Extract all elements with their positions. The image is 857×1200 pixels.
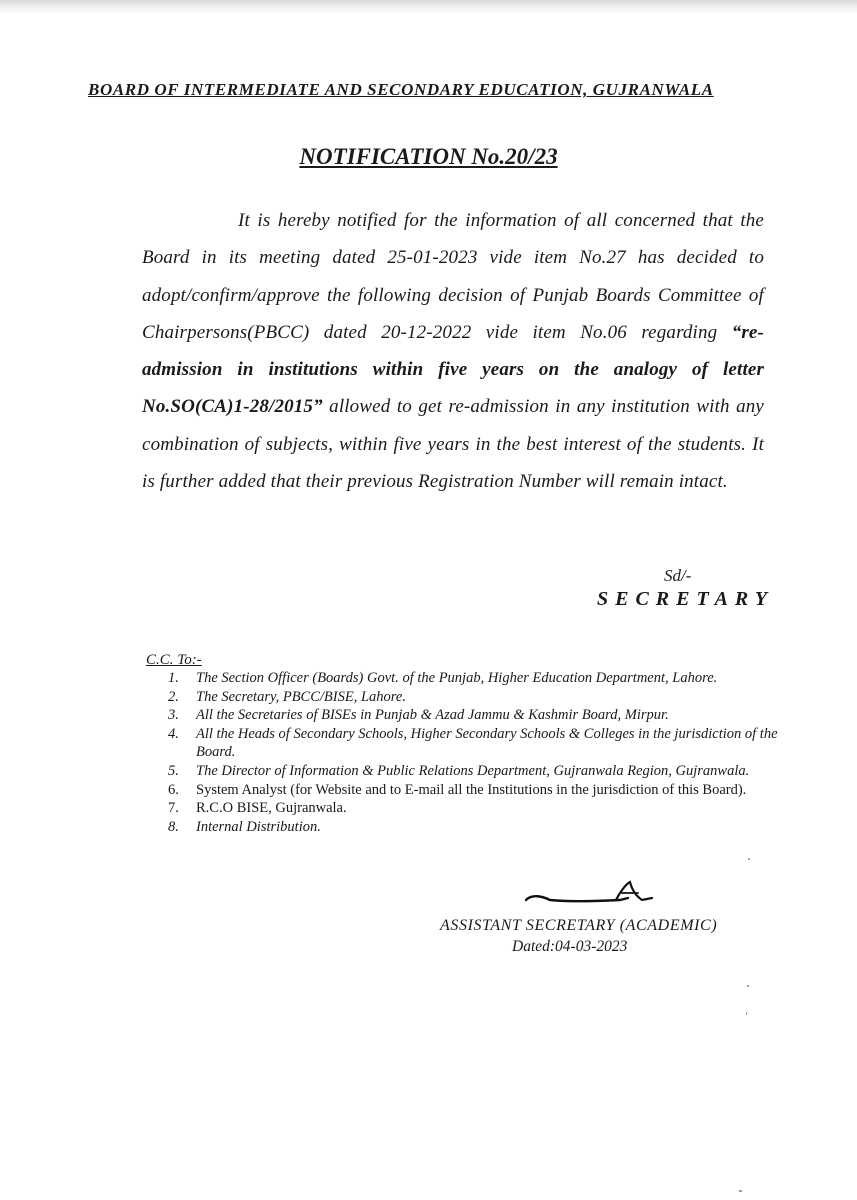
cc-item-text: All the Secretaries of BISEs in Punjab & Azad Jammu & Kashmir Board, Mirpur. bbox=[196, 707, 669, 724]
cc-item-number: 2. bbox=[168, 688, 179, 705]
cc-item bbox=[168, 762, 778, 781]
cc-item bbox=[168, 781, 778, 800]
cc-item-text: The Director of Information & Public Relations Department, Gujranwala Region, Gujranwala. bbox=[196, 762, 750, 779]
signed-mark: Sd/- bbox=[664, 566, 692, 585]
body-text-part2: allowed to get re-admission in any institution with any combination of subjects, within five years in the best interest of the students. It is further added that their previous Registration Number will remain intact. bbox=[142, 396, 764, 493]
date-line: Dated:04-03-2023 bbox=[512, 938, 628, 955]
cc-item-number: 7. bbox=[168, 800, 179, 817]
body-text-part1: It is hereby notified for the information of all concerned that the Board in its meeting dated 25-01-2023 vide item No.27 has decided to adopt/confirm/approve the following decision of Punjab Boards Committee of Chairpersons(PBCC) dated 20-12-2022 vide item No.06 regarding bbox=[142, 210, 764, 343]
cc-list bbox=[168, 669, 778, 836]
secretary-title: SECRETARY bbox=[597, 588, 775, 610]
cc-item bbox=[168, 669, 778, 688]
cc-item-text: The Section Officer (Boards) Govt. of the Punjab, Higher Education Department, Lahore. bbox=[196, 670, 718, 686]
cc-item-text: The Secretary, PBCC/BISE, Lahore. bbox=[196, 688, 406, 705]
handwritten-signature bbox=[520, 874, 660, 914]
scan-edge bbox=[0, 0, 857, 14]
cc-item bbox=[168, 725, 778, 762]
assistant-secretary: ASSISTANT SECRETARY (ACADEMIC) bbox=[440, 917, 718, 934]
notification-title: NOTIFICATION No.20/23 bbox=[299, 144, 558, 169]
cc-item bbox=[168, 799, 778, 818]
cc-item-text: Internal Distribution. bbox=[196, 818, 321, 835]
notification-body bbox=[142, 202, 764, 500]
cc-item-number: 3. bbox=[168, 707, 179, 724]
cc-item bbox=[168, 688, 778, 707]
cc-item-number: 5. bbox=[168, 762, 179, 779]
cc-label: C.C. To:- bbox=[146, 652, 202, 668]
cc-item-text: All the Heads of Secondary Schools, Higher Secondary Schools & Colleges in the jurisdiction of the Board. bbox=[196, 725, 778, 761]
cc-item bbox=[168, 706, 778, 725]
cc-item-text: System Analyst (for Website and to E-mail all the Institutions in the jurisdiction of this Board). bbox=[196, 781, 747, 798]
cc-item-number: 6. bbox=[168, 781, 179, 798]
cc-item-number: 1. bbox=[168, 670, 179, 686]
cc-item-number: 4. bbox=[168, 725, 179, 742]
cc-item-text: R.C.O BISE, Gujranwala. bbox=[196, 800, 347, 817]
cc-item-number: 8. bbox=[168, 818, 179, 835]
body-text-bold: “re-admission in institutions within five years on the analogy of letter No.SO(CA)1-28/2015” bbox=[142, 321, 764, 418]
board-header: BOARD OF INTERMEDIATE AND SECONDARY EDUCATION, GUJRANWALA bbox=[88, 80, 714, 99]
cc-item bbox=[168, 818, 778, 837]
